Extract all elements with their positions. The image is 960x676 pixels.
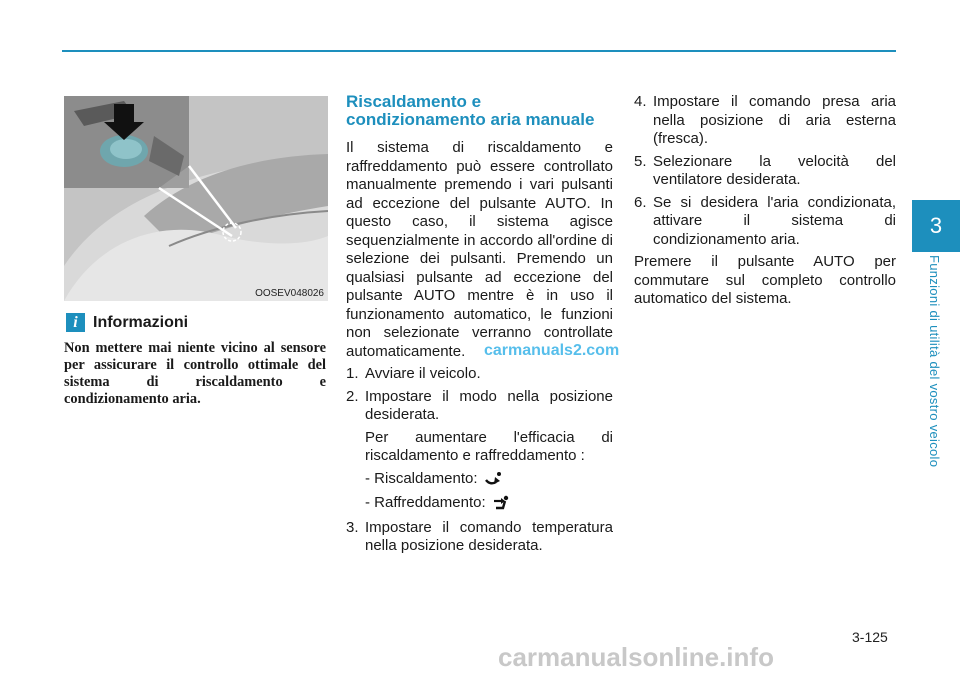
cooling-label: - Raffreddamento: [365, 494, 486, 511]
step-text: Impostare il comando presa aria nella posizione di aria esterna (fresca). [653, 93, 896, 147]
top-rule [62, 50, 896, 52]
info-icon: i [66, 313, 85, 332]
section-column-2 [634, 93, 896, 313]
section-title-line2: condizionamento aria manuale [346, 110, 595, 129]
face-mode-icon [492, 495, 510, 511]
step-number: 2. [346, 387, 359, 405]
step-1 [346, 365, 613, 384]
step-text: Avviare il veicolo. [365, 365, 481, 382]
section-title [346, 93, 613, 129]
section-column-1 [346, 93, 613, 560]
step-number: 1. [346, 365, 359, 382]
floor-mode-icon [484, 471, 502, 487]
chapter-number: 3 [929, 213, 943, 238]
step-3 [346, 519, 613, 556]
step-4 [634, 93, 896, 149]
step-number: 3. [346, 518, 359, 536]
step-2-note: Per aumentare l'efficacia di riscaldamento e raffreddamento : [365, 428, 613, 464]
step-2 [346, 388, 613, 425]
figure-caption: OOSEV048026 [255, 288, 324, 299]
info-body: Non mettere mai niente vicino al sensore per assicurare il controllo ottimale del sistema di riscaldamento e condizionamento aria. [64, 340, 326, 407]
cooling-mode-item [346, 494, 613, 513]
chapter-label: Funzioni di utilità del vostro veicolo [927, 255, 942, 468]
chapter-tab [912, 200, 960, 252]
step-5 [634, 153, 896, 190]
heating-mode-item [346, 470, 613, 489]
section-intro: Il sistema di riscaldamento e raffreddamento può essere controllato manualmente premendo i vari pulsanti ad eccezione del pulsante AUTO. In questo caso, il sistema agisce sequenzialmente in accordo all'ordine di selezione dei pulsanti. Premendo un qualsiasi pulsante ad eccezione del pulsante AUTO mentre è in uso il funzionamento automatico, le funzioni non selezionate verranno controllate automaticamente. [346, 139, 613, 360]
info-title: Informazioni [93, 313, 189, 331]
page-number: 3-125 [852, 629, 888, 645]
heating-label: - Riscaldamento: [365, 469, 478, 487]
info-heading [66, 313, 188, 332]
step-text: Selezionare la velocità del ventilatore desiderata. [653, 152, 896, 188]
step-number: 5. [634, 152, 647, 170]
section-outro: Premere il pulsante AUTO per commutare sul completo controllo automatico del sistema. [634, 253, 896, 307]
step-number: 4. [634, 93, 647, 110]
footer-watermark: carmanualsonline.info [498, 642, 774, 672]
watermark: carmanuals2.com [484, 342, 620, 359]
step-text: Se si desidera l'aria condizionata, attivare il sistema di condizionamento aria. [653, 193, 896, 248]
step-6 [634, 194, 896, 250]
step-text: Impostare il comando temperatura nella posizione desiderata. [365, 518, 613, 554]
sensor-illustration [64, 96, 328, 301]
car-windshield-drawing [64, 96, 328, 301]
step-number: 6. [634, 193, 647, 211]
step-text: Impostare il modo nella posizione desiderata. [365, 387, 613, 423]
section-title-line1: Riscaldamento e [346, 92, 482, 111]
